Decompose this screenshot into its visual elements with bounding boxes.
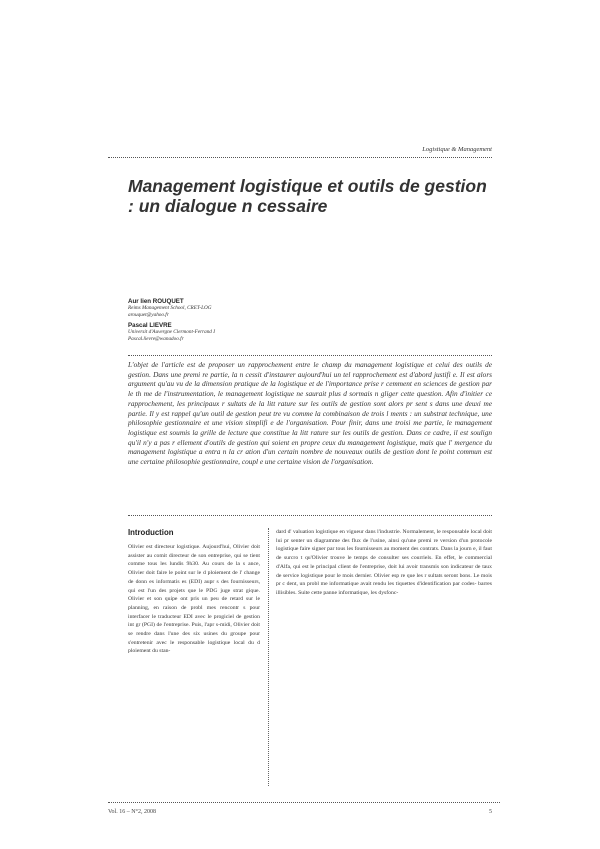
abstract-top-divider bbox=[128, 355, 492, 356]
volume-info: Vol. 16 – N°2, 2008 bbox=[108, 809, 156, 815]
author-affiliation: Reims Management School, CRET-LOG bbox=[128, 305, 212, 311]
column-divider bbox=[268, 528, 269, 786]
journal-header: Logistique & Management bbox=[422, 146, 492, 153]
body-column-left bbox=[128, 528, 260, 656]
abstract: L'objet de l'article est de proposer un rapprochement entre le champ du management logistique et celui des outils de gestion. Dans une premi re partie, la n cessit d'instaurer aujourd'hui un tel rapprochement est d'abord justifi e. Il est alors argument qu'au vu de la dimension pratique de la logistique et de l'importance prise r cemment en sciences de gestion par le th me de l'instrumentation, le management logistique ne saurait plus d sormais n gliger cette question. Afin d'initier ce rapprochement, les principaux r sultats de la litt rature sur les outils de gestion sont alors pr sent s dans une deuxi me partie. Il y est rappel qu'un outil de gestion peut tre vu comme la combinaison de trois l ments : un substrat technique, une philosophie gestionnaire et une vision simplifi e de l'organisation. Pour finir, dans une troisi me partie, le management logistique est soumis la grille de lecture que constitue la litt rature sur les outils de gestion. Dans ce cadre, il est soulign qu'il n'y a pas r ellement d'outils de gestion qui soient en propre ceux du management logistique, mais que l' mergence du management logistique a entra n la cr ation d'un certain nombre de nouveaux outils de gestion dont le point commun est une certaine philosophie gestionnaire, coupl e une certaine vision de l'organisation. bbox=[128, 360, 492, 467]
page-number: 5 bbox=[489, 809, 492, 815]
author-email: arouquet@yahoo.fr bbox=[128, 312, 169, 318]
abstract-bottom-divider bbox=[128, 515, 492, 516]
body-column-right bbox=[276, 528, 492, 598]
body-paragraph: dard d' valuation logistique en vigueur dans l'industrie. Normalement, le responsable local doit lui pr senter un diagramme des flux de l'usine, ainsi qu'une premi re version d'un protocole logistique faire signer par tous les fournisseurs au moment des contrats. Dans la journ e, il faut de surcro t qu'Olivier trouve le temps de consulter ses courriels. En effet, le commercial d'Alfa, qui est le principal client de l'entreprise, doit lui avoir transmis son indicateur de taux de service logistique pour le mois dernier. Olivier esp re que les r sultats seront bons. Le mois pr c dent, un probl me informatique avait rendu les tiquettes d'identification par codes- barres illisibles. Suite cette panne informatique, les dysfonc- bbox=[276, 529, 492, 596]
body-paragraph: Olivier est directeur logistique. Aujourd'hui, Olivier doit assister au comit directeur de son entreprise, qui se tient comme tous les lundis 9h30. Au cours de la s ance, Olivier doit faire le point sur le d ploiement de l' change de donn es informatis es (EDI) aupr s des fournisseurs, qui est l'un des projets que le PDG juge strat gique. Olivier et son quipe ont pris un peu de retard sur le planning, en raison de probl mes rencontr s pour interfacer le traducteur EDI avec le progiciel de gestion int gr (PGI) de l'entreprise. Puis, l'apr s-midi, Olivier doit se rendre dans l'une des six usines du groupe pour s'entretenir avec le responsable logistique local du d ploiement du stan- bbox=[128, 544, 260, 655]
author-name: Pascal LIEVRE bbox=[128, 322, 172, 329]
author-affiliation: Universit d'Auvergne Clermont-Ferrand I bbox=[128, 329, 215, 335]
author-1 bbox=[128, 298, 328, 319]
header-divider bbox=[108, 157, 492, 158]
footer-divider bbox=[108, 802, 500, 803]
article-title: Management logistique et outils de gestion : un dialogue n cessaire bbox=[128, 176, 487, 216]
section-heading: Introduction bbox=[128, 528, 174, 537]
author-list bbox=[128, 298, 328, 346]
author-name: Aur lien ROUQUET bbox=[128, 298, 184, 305]
author-2 bbox=[128, 322, 328, 343]
author-email: Pascal.lievre@wanadoo.fr bbox=[128, 336, 184, 342]
